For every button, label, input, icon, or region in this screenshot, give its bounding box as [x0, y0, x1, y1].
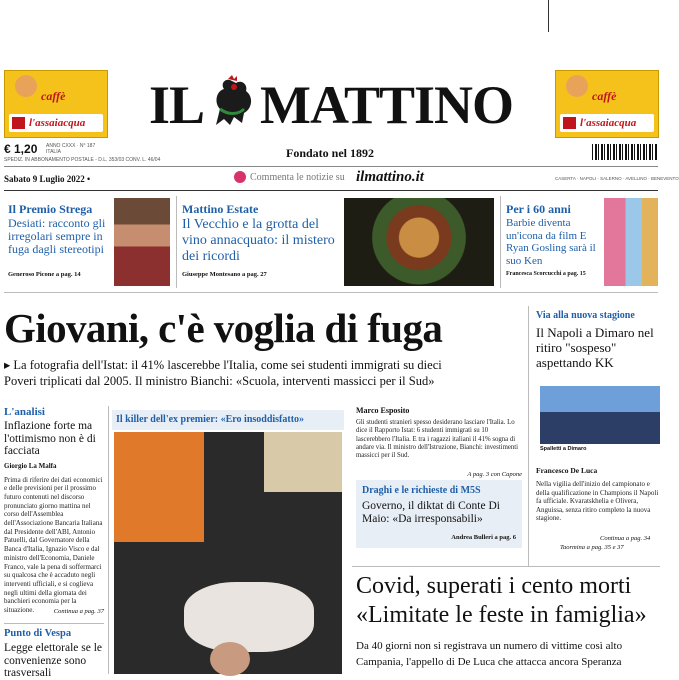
- editions-fine: CASERTA · NAPOLI · SALERNO · AVELLINO · BENEVENTO: [555, 176, 679, 181]
- photo-story-kicker: Il killer dell'ex premier: «Ero insoddisfatto»: [116, 414, 305, 425]
- masthead-mattino: MATTINO: [260, 75, 514, 135]
- m5s-credit: Andrea Bulleri a pag. 6: [451, 534, 516, 541]
- founded-line: Fondato nel 1892: [286, 146, 375, 160]
- cup-icon: [15, 75, 37, 97]
- sidebar-body: Nella vigilia dell'inizio del campionato e della qualificazione in Champions il Napoli fa ufficiale. Kvaratskhelia e Olivera, Anguissa, senza ritiro completo la nuova stagione.: [536, 480, 659, 522]
- ad-word: caffè: [41, 89, 66, 103]
- vespa-headline: Legge elettorale se le convenienze sono trasversali: [4, 642, 103, 679]
- right-ad[interactable]: [555, 70, 659, 138]
- covid-headline-1[interactable]: Covid, superati i cento morti: [356, 573, 632, 599]
- m5s-headline: Governo, il diktat di Conte Di Maio: «Da irresponsabili»: [362, 500, 500, 525]
- barcode: [592, 144, 658, 160]
- teaser-divider: [176, 196, 177, 288]
- column-divider: [108, 406, 109, 674]
- photo-story-header[interactable]: [112, 410, 344, 430]
- photo-caption: Spalletti a Dimaro: [540, 446, 587, 452]
- essay-column[interactable]: [356, 406, 522, 478]
- news-photo[interactable]: [114, 432, 342, 674]
- teaser-rule: [4, 292, 658, 293]
- date-rule: [4, 190, 658, 191]
- teaser-text: Barbie diventa un'icona da film E Ryan Gosling sarà il suo Ken: [506, 217, 596, 267]
- price: € 1,20: [4, 142, 38, 156]
- essay-body: Gli studenti stranieri spesso desiderano lasciare l'Italia. Lo dice il Rapporto Istat: 6 studenti immigrati su 10 lascerebbero l'Italia. E tra i ragazzi italiani il 41% sogna di andare via. Il ministro dell'Istruzione, Bianchi: investimenti massicci per il Sud.: [356, 419, 519, 460]
- left-ad[interactable]: [4, 70, 108, 138]
- rooster-icon: [204, 75, 260, 123]
- vespa-kicker: Punto di Vespa: [4, 628, 72, 639]
- teaser-credit: Generoso Picone a pag. 14: [8, 271, 81, 278]
- m5s-box[interactable]: [356, 480, 522, 548]
- analysis-headline: Inflazione forte ma l'ottimismo non è di facciata: [4, 420, 96, 457]
- lead-headline[interactable]: Giovani, c'è voglia di fuga: [4, 305, 443, 351]
- m5s-kicker: Draghi e le richieste di M5S: [362, 485, 481, 496]
- postal-fine-print: SPEDIZ. IN ABBONAMENTO POSTALE - D.L. 353/03 CONV. L. 46/04: [4, 157, 161, 163]
- site-link[interactable]: ilmattino.it: [356, 169, 424, 185]
- ad-brand: l'assaiacqua: [9, 114, 103, 132]
- ad-brand: l'assaiacqua: [560, 114, 654, 132]
- sidebar-kicker: Via alla nuova stagione: [536, 310, 635, 321]
- lead-sub-1: ▸ La fotografia dell'Istat: il 41% lascerebbe l'Italia, come sei studenti immigrati su dieci: [4, 358, 442, 372]
- photo-white-shirt: [184, 582, 314, 652]
- sidebar-divider: [528, 306, 529, 566]
- photo-orange-shirt: [114, 432, 204, 542]
- analysis-author: Giorgio La Malfa: [4, 461, 57, 470]
- cup-icon: [566, 75, 588, 97]
- teaser-kicker: Per i 60 anni: [506, 202, 571, 216]
- sidebar-napoli[interactable]: [536, 310, 660, 370]
- sidebar-author: Francesco De Luca: [536, 466, 598, 475]
- teaser-credit: Francesca Scorcucchi a pag. 15: [506, 271, 586, 277]
- analysis-continue[interactable]: Continua a pag. 37: [53, 607, 104, 615]
- covid-sub-2: Campania, l'appello di De Luca che attacca ancora Speranza: [356, 656, 622, 668]
- analysis-column[interactable]: [4, 406, 104, 615]
- essay-author: Marco Esposito: [356, 406, 410, 415]
- teaser-credit: Giuseppe Montesano a pag. 27: [182, 271, 267, 278]
- teaser-barbie[interactable]: [502, 196, 660, 288]
- price-fine-2: ITALIA: [46, 149, 61, 155]
- teaser-estate[interactable]: [178, 196, 500, 288]
- comment-prompt: Commenta le notizie su: [250, 172, 345, 183]
- teaser-strega[interactable]: [4, 196, 174, 288]
- covid-rule: [352, 566, 660, 567]
- price-fine: ANNO CXXX · N° 187: [46, 143, 96, 149]
- top-edge-mark: [548, 0, 549, 32]
- masthead-il: IL: [148, 75, 205, 135]
- teaser-text: Desiati: racconto gli irregolari sempre in fuga dagli stereotipi: [8, 216, 106, 256]
- chat-icon: [234, 171, 246, 183]
- analysis-body: Prima di riferire dei dati economici e delle previsioni per il prossimo futuro contenuti nel discorso pronunciato giorno mattina nel corso dell'Assemblea dell'Associazione Bancaria Italiana dal Presidente dell'ABI, Antonio Patuelli, dal Governatore della Banca d'Italia, Ignazio Visco e dal ministro dell'Economia, Daniele Franco, vale la pena di soffermarci su qualcosa che è accaduto negli interventi ufficiali, e si coglieva negli ultimi della giornata dei banchieri economia per la situazione.: [4, 475, 103, 615]
- teaser-kicker: Mattino Estate: [182, 202, 259, 216]
- ad-word: caffè: [592, 89, 617, 103]
- teaser-kicker: Il Premio Strega: [8, 202, 93, 216]
- barbie-photo: [604, 198, 658, 286]
- analysis-kicker: L'analisi: [4, 406, 45, 418]
- lead-sub-2: Poveri triplicati dal 2005. Il ministro Bianchi: «Scuola, interventi massicci per il Sud»: [4, 374, 435, 388]
- photo-face: [210, 642, 250, 676]
- sidebar-headline: Il Napoli a Dimaro nel ritiro "sospeso" aspettando KK: [536, 325, 654, 370]
- analysis-rule: [4, 623, 104, 624]
- vespa-column[interactable]: [4, 628, 104, 679]
- teaser-text: Il Vecchio e la grotta del vino annacquato: il mistero dei ricordi: [182, 217, 335, 264]
- covid-headline-2[interactable]: «Limitate le feste in famiglia»: [356, 602, 647, 628]
- photo-background: [264, 432, 342, 492]
- painting-image: [344, 198, 494, 286]
- masthead-rule: [4, 166, 658, 167]
- spalletti-photo: [540, 386, 660, 444]
- essay-continue[interactable]: A pag. 3 con Capone: [467, 471, 522, 478]
- masthead-title: [112, 74, 550, 136]
- covid-sub-1: Da 40 giorni non si registrava un numero di vittime così alto: [356, 640, 623, 652]
- lead-sub-1-text: La fotografia dell'Istat: il 41% lascerebbe l'Italia, come sei studenti immigrati su dieci: [13, 358, 442, 372]
- issue-date: Sabato 9 Luglio 2022 •: [4, 174, 91, 184]
- author-portrait: [114, 198, 170, 286]
- teaser-divider: [500, 196, 501, 288]
- sidebar-continue-2[interactable]: Taormina a pag. 35 e 37: [560, 544, 624, 551]
- sidebar-continue[interactable]: Continua a pag. 34: [600, 535, 651, 542]
